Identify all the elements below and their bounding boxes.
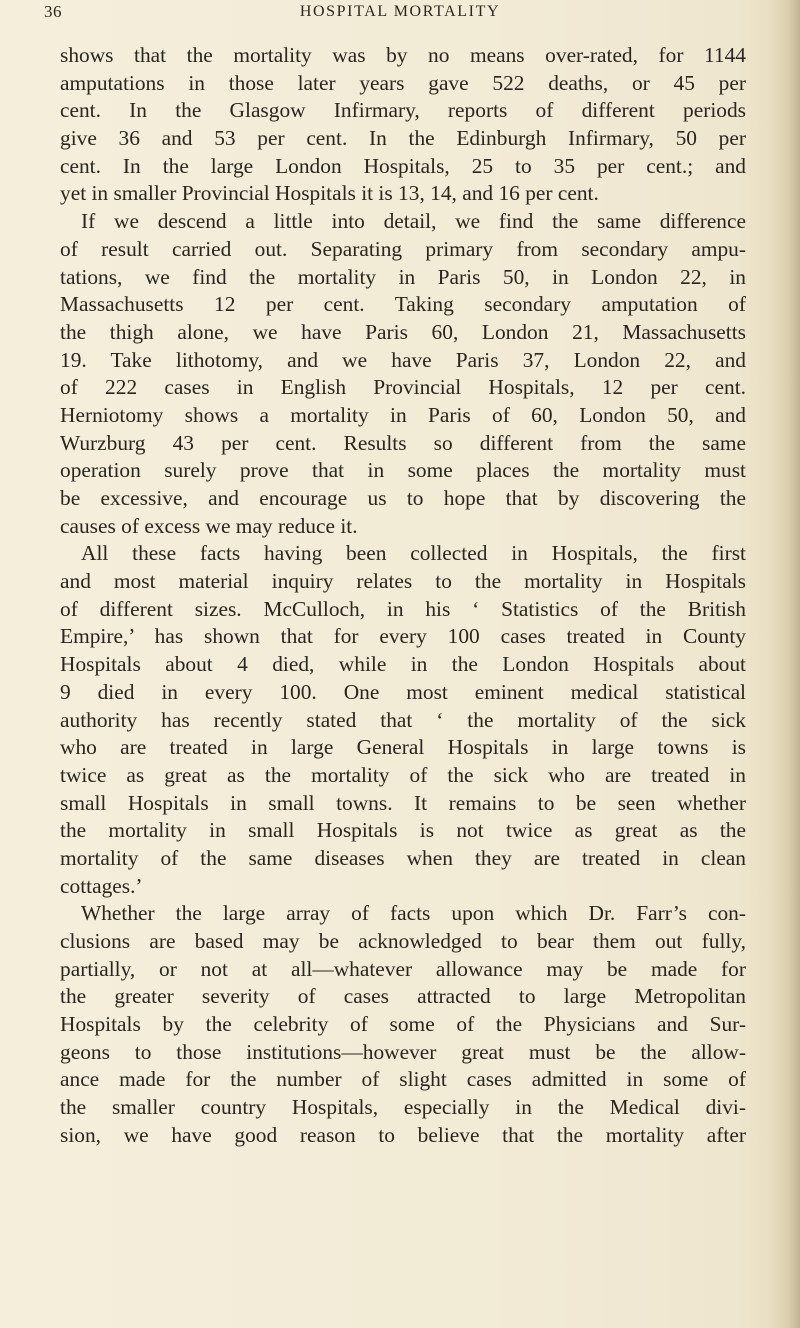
text-line: tations, we find the mortality in Paris 50, in London 22, in (60, 264, 746, 289)
text-line: of result carried out. Separating primary from secondary ampu- (60, 236, 746, 261)
text-line: Massachusetts 12 per cent. Taking secondary amputation of (60, 292, 746, 317)
text-line: 9 died in every 100. One most eminent medical statistical (60, 679, 746, 704)
text-line: who are treated in large General Hospitals in large towns is (60, 735, 746, 760)
running-title: HOSPITAL MORTALITY (299, 3, 501, 20)
text-line: cottages.’ (60, 873, 143, 898)
text-line: Herniotomy shows a mortality in Paris of 60, London 50, and (60, 402, 746, 427)
body-text (60, 42, 746, 1150)
text-line: Wurzburg 43 per cent. Results so different from the same (60, 430, 746, 455)
text-line: mortality of the same diseases when they are treated in clean (60, 845, 746, 870)
text-line: causes of excess we may reduce it. (60, 513, 358, 538)
text-line: twice as great as the mortality of the sick who are treated in (60, 762, 746, 787)
page-edge-shadow (770, 0, 800, 1328)
text-line: of different sizes. McCulloch, in his ‘ Statistics of the British (60, 596, 746, 621)
text-line: operation surely prove that in some places the mortality must (60, 458, 746, 483)
page-number: 36 (44, 2, 62, 21)
text-line: small Hospitals in small towns. It remains to be seen whether (60, 790, 746, 815)
text-line: give 36 and 53 per cent. In the Edinburgh Infirmary, 50 per (60, 126, 746, 151)
text-line: cent. In the large London Hospitals, 25 to 35 per cent.; and (60, 153, 746, 178)
text-line: the thigh alone, we have Paris 60, London 21, Massachusetts (60, 319, 746, 344)
text-line: All these facts having been collected in Hospitals, the first (81, 541, 746, 566)
text-line: partially, or not at all—whatever allowance may be made for (60, 956, 746, 981)
text-line: the mortality in small Hospitals is not twice as great as the (60, 818, 746, 843)
text-line: shows that the mortality was by no means over-rated, for 1144 (60, 43, 746, 67)
text-line: Whether the large array of facts upon which Dr. Farr’s con- (81, 901, 746, 926)
text-line: 19. Take lithotomy, and we have Paris 37, London 22, and (60, 347, 746, 372)
text-line: sion, we have good reason to believe that the mortality after (60, 1122, 746, 1147)
text-line: be excessive, and encourage us to hope that by discovering the (60, 486, 746, 510)
text-line: clusions are based may be acknowledged to bear them out fully, (60, 929, 746, 953)
text-line: If we descend a little into detail, we find the same difference (81, 209, 746, 234)
text-line: the greater severity of cases attracted to large Metropolitan (60, 984, 746, 1009)
text-line: yet in smaller Provincial Hospitals it is 13, 14, and 16 per cent. (60, 181, 599, 206)
text-line: authority has recently stated that ‘ the mortality of the sick (60, 707, 746, 732)
text-line: ance made for the number of slight cases admitted in some of (60, 1067, 746, 1092)
page-header (0, 2, 800, 30)
text-line: Hospitals about 4 died, while in the London Hospitals about (60, 652, 746, 677)
text-line: the smaller country Hospitals, especially in the Medical divi- (60, 1095, 746, 1120)
text-line: Hospitals by the celebrity of some of the Physicians and Sur- (60, 1012, 746, 1037)
text-line: cent. In the Glasgow Infirmary, reports of different periods (60, 98, 746, 123)
text-line: geons to those institutions—however great must be the allow- (60, 1039, 746, 1064)
text-line: and most material inquiry relates to the mortality in Hospitals (60, 569, 746, 594)
text-line: amputations in those later years gave 522 deaths, or 45 per (60, 70, 746, 95)
text-line: Empire,’ has shown that for every 100 cases treated in County (60, 624, 746, 649)
text-line: of 222 cases in English Provincial Hospitals, 12 per cent. (60, 375, 746, 400)
